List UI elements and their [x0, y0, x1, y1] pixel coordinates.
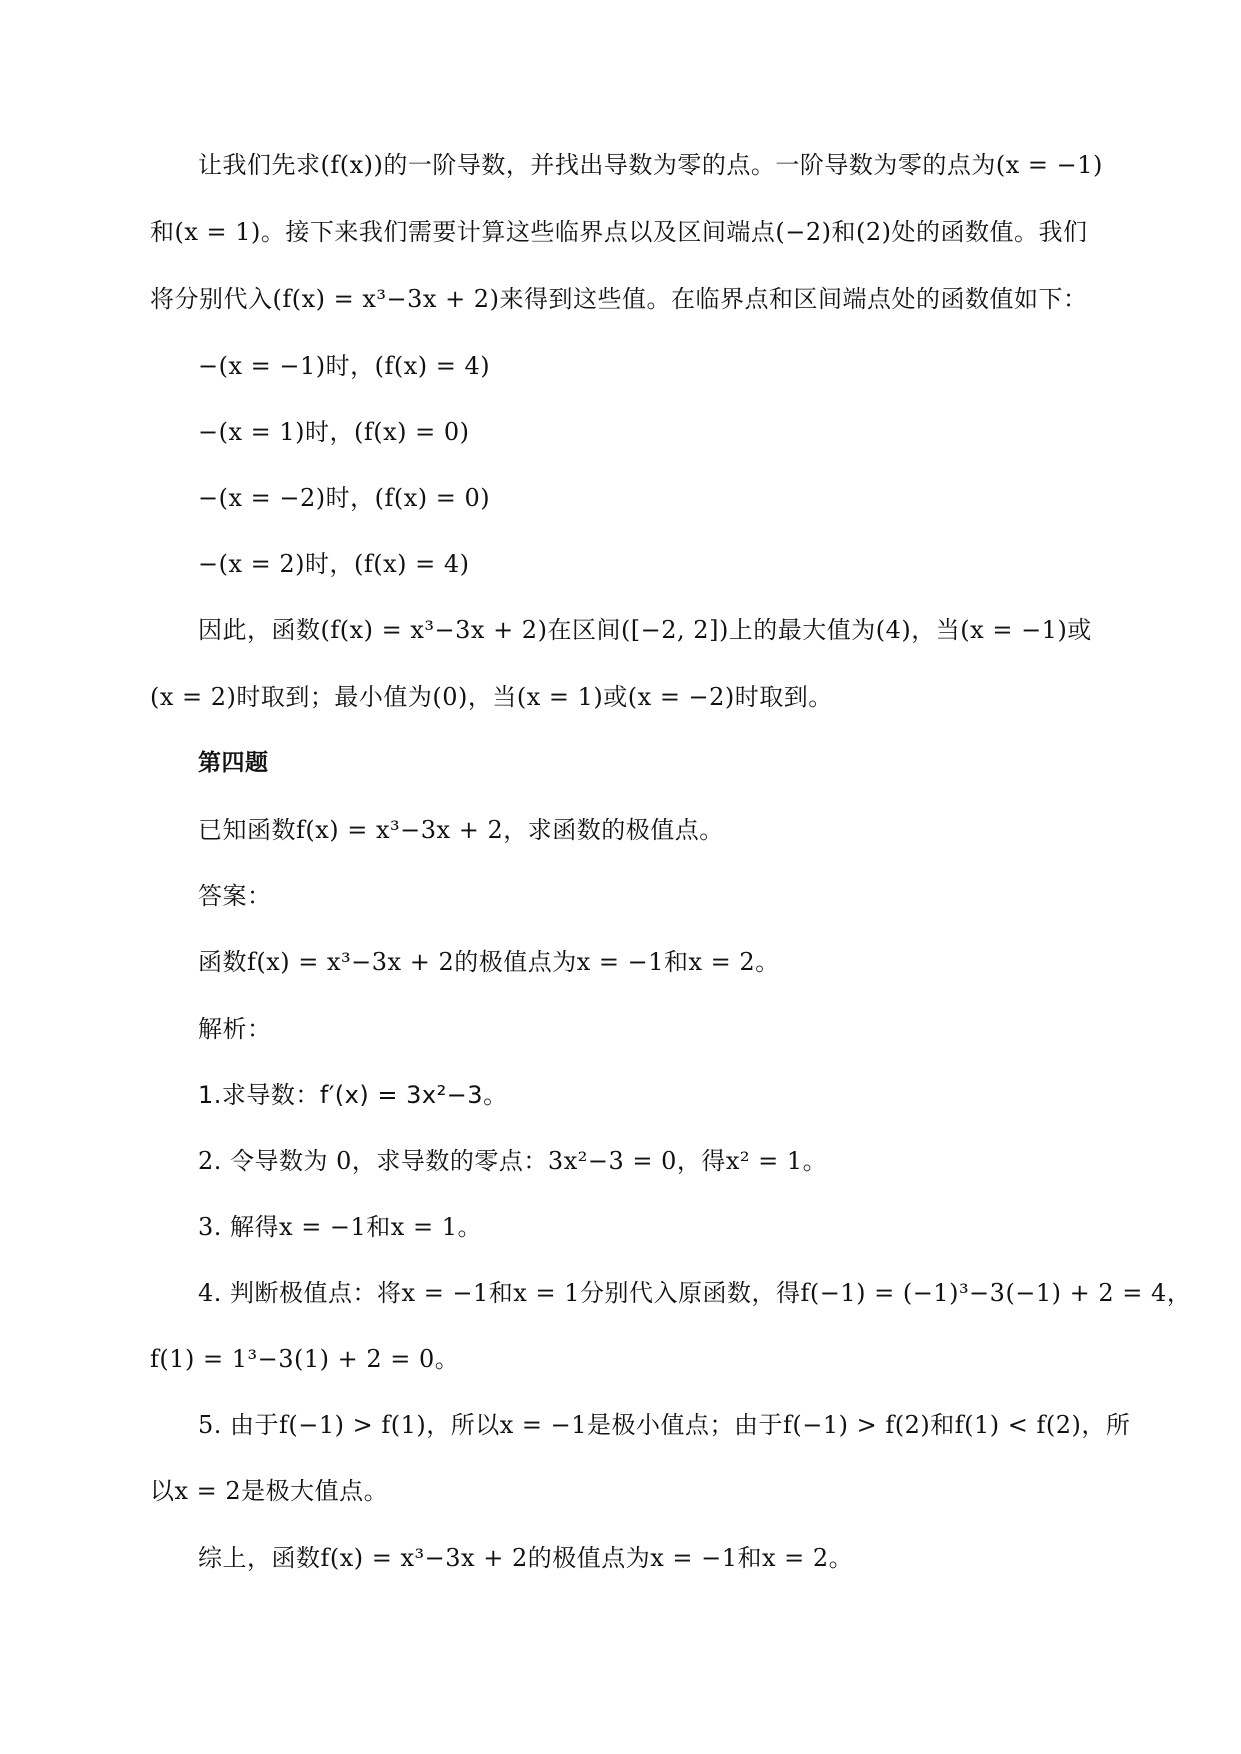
analysis-label: 解析：	[198, 1015, 272, 1043]
analysis-step: 3. 解得x = −1和x = 1。	[198, 1213, 482, 1241]
answer-label: 答案：	[198, 882, 272, 910]
paragraph-line: (x = 2)时取到；最小值为(0)，当(x = 1)或(x = −2)时取到。	[150, 683, 833, 711]
analysis-step: 以x = 2是极大值点。	[150, 1477, 389, 1505]
list-item: −(x = −1)时，(f(x) = 4)	[198, 352, 491, 380]
list-item: −(x = −2)时，(f(x) = 0)	[198, 484, 491, 512]
section-heading: 第四题	[198, 750, 269, 776]
analysis-step: 4. 判断极值点：将x = −1和x = 1分别代入原函数，得f(−1) = (−1)³−3(−1) + 2 = 4，	[198, 1279, 1192, 1307]
analysis-step: 5. 由于f(−1) > f(1)，所以x = −1是极小值点；由于f(−1) > f(2)和f(1) < f(2)，所	[198, 1411, 1131, 1439]
analysis-step: f(1) = 1³−3(1) + 2 = 0。	[150, 1345, 460, 1373]
question-text: 已知函数f(x) = x³−3x + 2，求函数的极值点。	[198, 816, 724, 844]
paragraph-line: 因此，函数(f(x) = x³−3x + 2)在区间([−2, 2])上的最大值为(4)，当(x = −1)或	[198, 616, 1092, 644]
paragraph-line: 让我们先求(f(x))的一阶导数，并找出导数为零的点。一阶导数为零的点为(x = −1)	[198, 151, 1103, 179]
list-item: −(x = 1)时，(f(x) = 0)	[198, 418, 470, 446]
paragraph-line: 将分别代入(f(x) = x³−3x + 2)来得到这些值。在临界点和区间端点处的函数值如下：	[150, 285, 1088, 313]
answer-text: 函数f(x) = x³−3x + 2的极值点为x = −1和x = 2。	[198, 948, 780, 976]
list-item: −(x = 2)时，(f(x) = 4)	[198, 550, 470, 578]
analysis-step: 1.求导数：f′(x) = 3x²−3。	[198, 1081, 508, 1109]
paragraph-line: 和(x = 1)。接下来我们需要计算这些临界点以及区间端点(−2)和(2)处的函数值。我们	[150, 218, 1088, 246]
analysis-step: 2. 令导数为 0，求导数的零点：3x²−3 = 0，得x² = 1。	[198, 1147, 828, 1175]
summary-text: 综上，函数f(x) = x³−3x + 2的极值点为x = −1和x = 2。	[198, 1544, 854, 1572]
